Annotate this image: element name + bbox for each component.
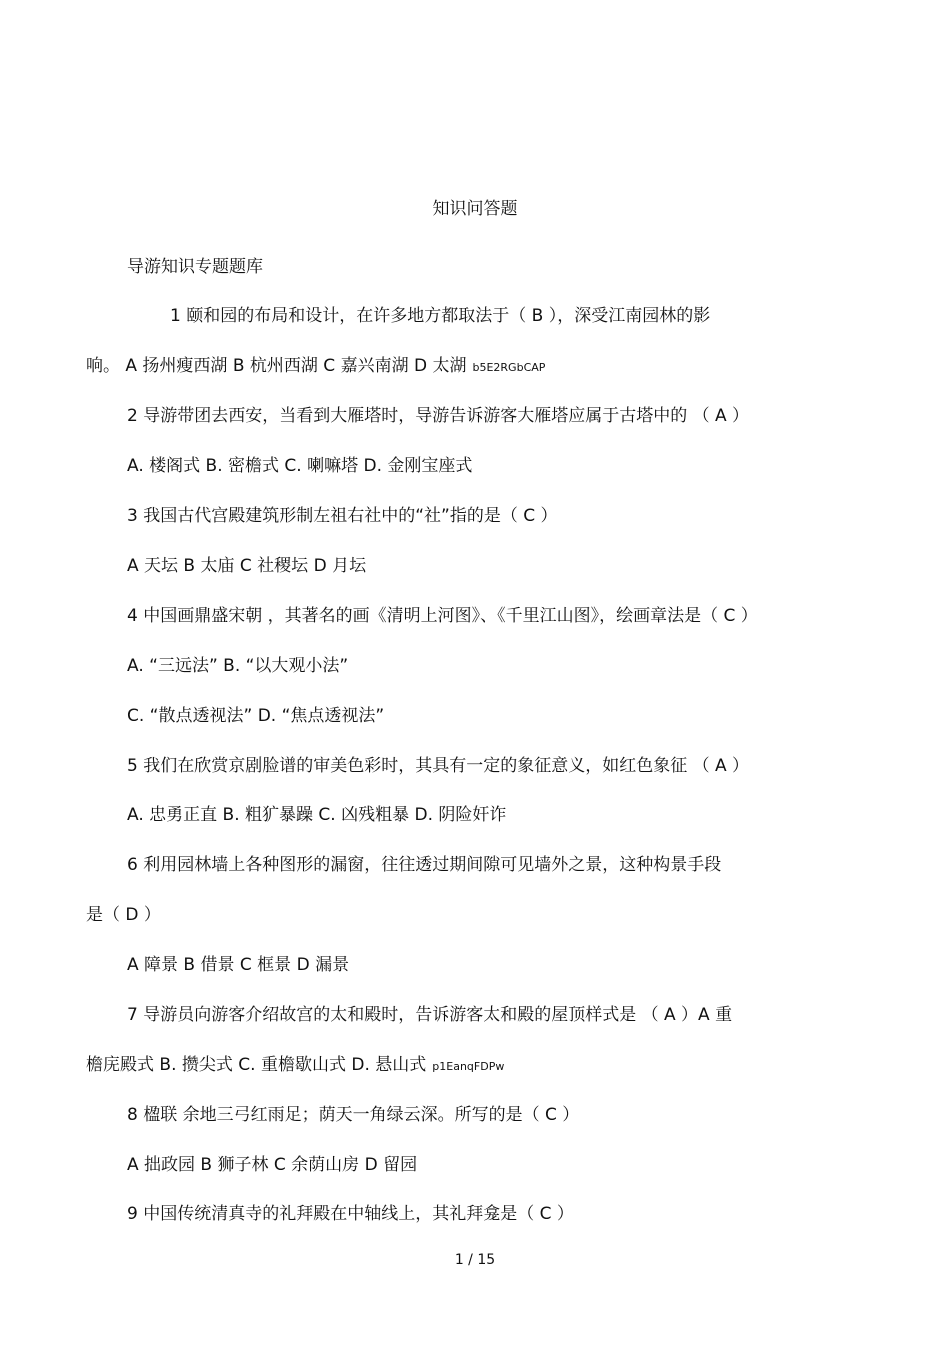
question-1-line-2 <box>86 354 545 378</box>
question-4: 4 中国画鼎盛宋朝 ，其著名的画《清明上河图》、《千里江山图》，绘画章法是（ C ） <box>127 606 758 626</box>
question-1-line-1: 1 颐和园的布局和设计，在许多地方都取法于（ B ），深受江南园林的影 <box>170 306 711 326</box>
question-7-options: 檐庑殿式 B. 攒尖式 C. 重檐歇山式 D. 悬山式 <box>86 1055 427 1075</box>
page-number: 1 / 15 <box>454 1252 496 1268</box>
question-9: 9 中国传统清真寺的礼拜殿在中轴线上，其礼拜龛是（ C ） <box>127 1204 574 1224</box>
question-5-options: A. 忠勇正直 B. 粗犷暴躁 C. 凶残粗暴 D. 阴险奸诈 <box>127 805 507 825</box>
question-6-options: A 障景 B 借景 C 框景 D 漏景 <box>127 955 350 975</box>
question-6-line-2: 是（ D ） <box>86 905 161 925</box>
document-title: 知识问答题 <box>432 199 518 219</box>
question-2-options: A. 楼阁式 B. 密檐式 C. 喇嘛塔 D. 金刚宝座式 <box>127 456 473 476</box>
question-8: 8 楹联 余地三弓红雨足；荫天一角绿云深。所写的是（ C ） <box>127 1105 580 1125</box>
question-7-line-1: 7 导游员向游客介绍故宫的太和殿时，告诉游客太和殿的屋顶样式是 （ A ）A 重 <box>127 1005 733 1025</box>
question-6-line-1: 6 利用园林墙上各种图形的漏窗，往往透过期间隙可见墙外之景，这种构景手段 <box>127 855 722 875</box>
document-subtitle: 导游知识专题题库 <box>127 257 263 277</box>
question-3: 3 我国古代宫殿建筑形制左祖右社中的“社”指的是（ C ） <box>127 506 558 526</box>
question-2: 2 导游带团去西安，当看到大雁塔时，导游告诉游客大雁塔应属于古塔中的 （ A ） <box>127 406 750 426</box>
question-8-options: A 拙政园 B 狮子林 C 余荫山房 D 留园 <box>127 1155 418 1175</box>
watermark-code-2: p1EanqFDPw <box>432 1060 505 1073</box>
question-1-options: 响。 A 扬州瘦西湖 B 杭州西湖 C 嘉兴南湖 D 太湖 <box>86 356 467 376</box>
question-4-options-ab: A. “三远法” B. “以大观小法” <box>127 656 349 676</box>
question-5: 5 我们在欣赏京剧脸谱的审美色彩时，其具有一定的象征意义，如红色象征 （ A ） <box>127 756 750 776</box>
watermark-code-1: b5E2RGbCAP <box>472 361 546 374</box>
question-7-line-2 <box>86 1053 504 1077</box>
question-4-options-cd: C. “散点透视法” D. “焦点透视法” <box>127 706 385 726</box>
question-3-options: A 天坛 B 太庙 C 社稷坛 D 月坛 <box>127 556 367 576</box>
